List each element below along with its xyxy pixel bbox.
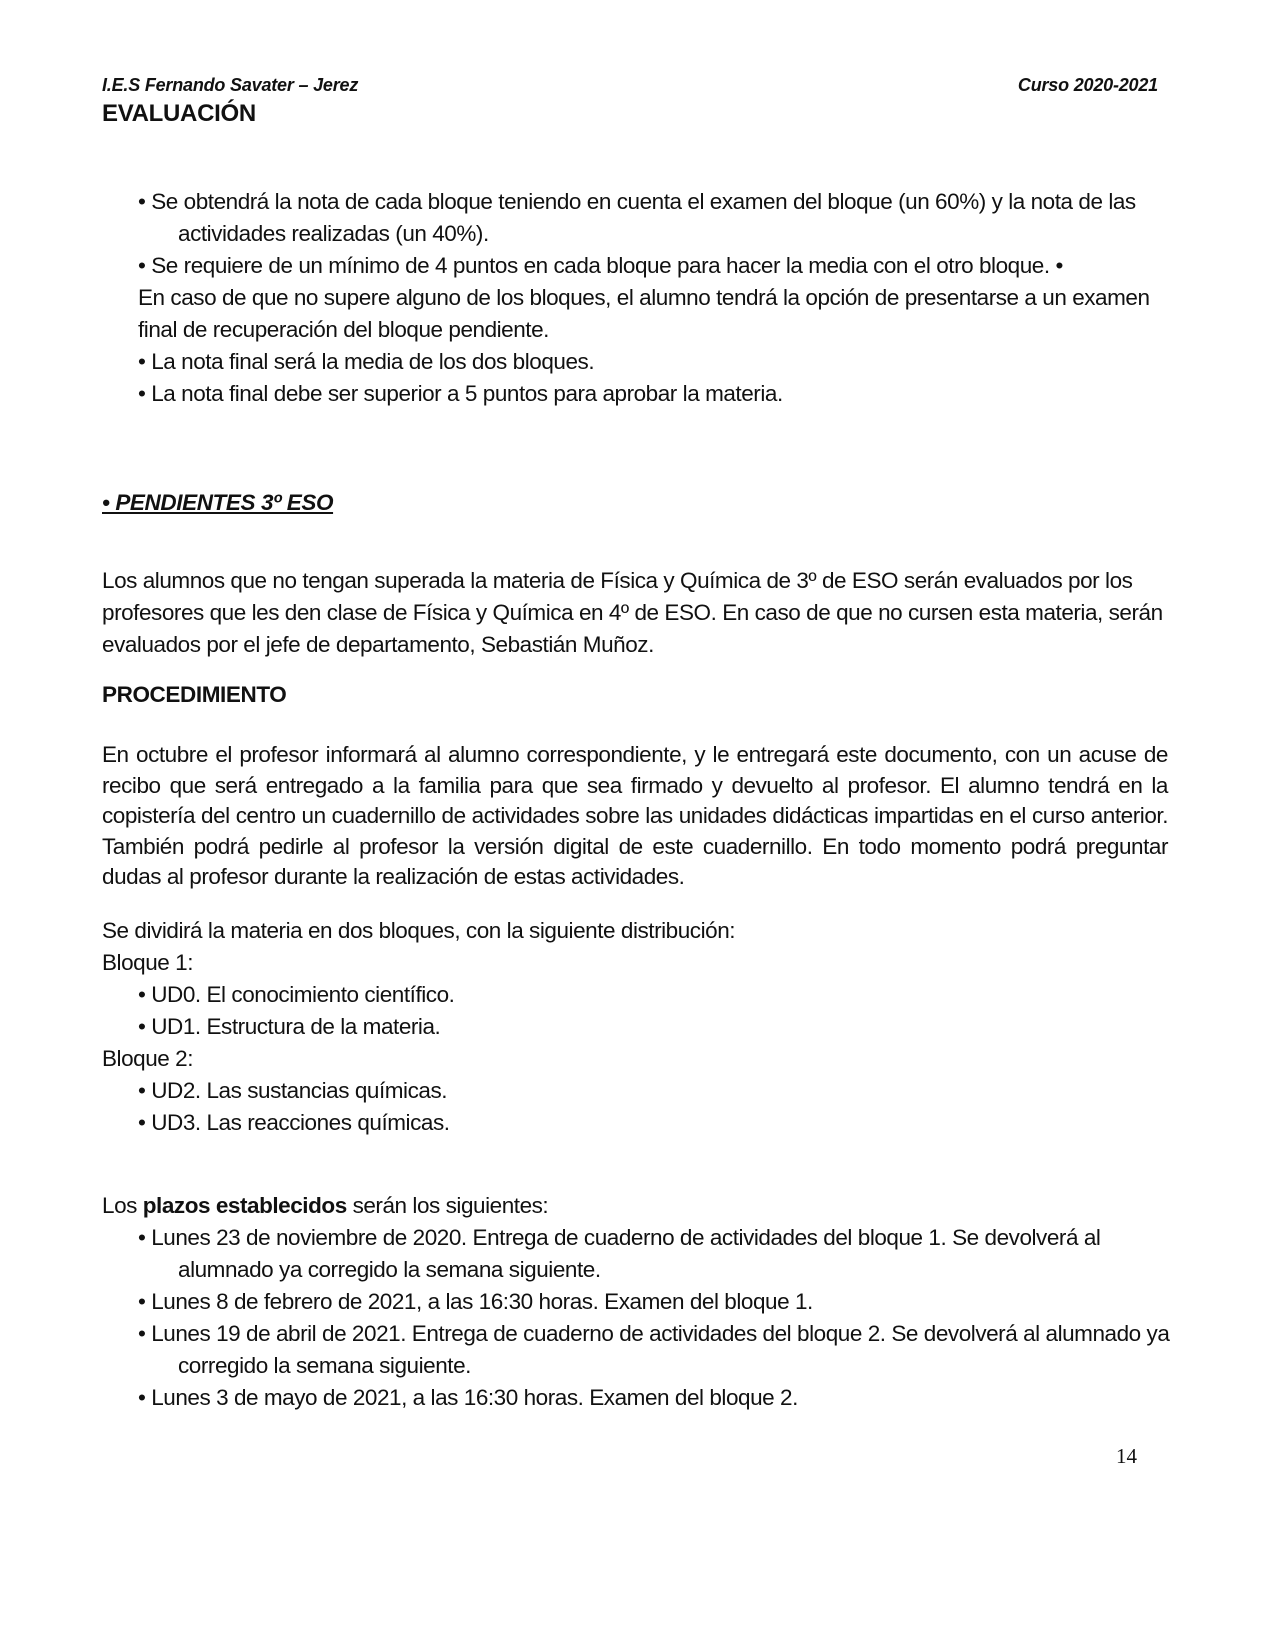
- list-item: • Lunes 19 de abril de 2021. Entrega de cuaderno de actividades del bloque 2. Se devolverá al alumnado ya corregido la semana siguiente.: [138, 1321, 1170, 1378]
- list-item: • La nota final debe ser superior a 5 puntos para aprobar la materia.: [138, 381, 783, 406]
- list-item: • Se requiere de un mínimo de 4 puntos en cada bloque para hacer la media con el otro bloque. •: [138, 253, 1063, 278]
- list-item: • La nota final será la media de los dos bloques.: [138, 349, 595, 374]
- bloque1-label: Bloque 1:: [102, 950, 194, 975]
- plazos-bold: plazos establecidos: [142, 1193, 347, 1218]
- evaluacion-list: [138, 186, 1178, 410]
- plazos-prefix: Los: [102, 1193, 143, 1218]
- section-title: EVALUACIÓN: [102, 100, 256, 127]
- pendientes-paragraph: Los alumnos que no tengan superada la materia de Física y Química de 3º de ESO serán evaluados por los profesores que les den clase de Física y Química en 4º de ESO. En caso de que no cursen esta materia, serán evaluados por el jefe de departamento, Sebastián Muñoz.: [102, 568, 1163, 657]
- header-school: I.E.S Fernando Savater – Jerez: [102, 75, 359, 95]
- list-item: • UD2. Las sustancias químicas.: [138, 1078, 448, 1103]
- list-item: • Se obtendrá la nota de cada bloque teniendo en cuenta el examen del bloque (un 60%) y la nota de las actividades realizadas (un 40%).: [138, 189, 1136, 246]
- list-item: • Lunes 3 de mayo de 2021, a las 16:30 horas. Examen del bloque 2.: [138, 1385, 798, 1410]
- pendientes-heading: • PENDIENTES 3º ESO: [102, 490, 334, 515]
- list-item: En caso de que no supere alguno de los bloques, el alumno tendrá la opción de presentarse a un examen final de recuperación del bloque pendiente.: [138, 285, 1150, 342]
- plazos-intro: [102, 1190, 1172, 1222]
- plazos-suffix: serán los siguientes:: [346, 1193, 549, 1218]
- procedimiento-heading: PROCEDIMIENTO: [102, 682, 287, 707]
- header-course: Curso 2020-2021: [1017, 75, 1158, 95]
- list-item: • Lunes 8 de febrero de 2021, a las 16:30 horas. Examen del bloque 1.: [138, 1289, 813, 1314]
- page-number: 14: [1116, 1444, 1137, 1468]
- plazos-section: [102, 1190, 1172, 1414]
- list-item: • UD1. Estructura de la materia.: [138, 1014, 441, 1039]
- list-item: • Lunes 23 de noviembre de 2020. Entrega de cuaderno de actividades del bloque 1. Se devolverá al alumnado ya corregido la semana siguiente.: [138, 1225, 1101, 1282]
- list-item: • UD0. El conocimiento científico.: [138, 982, 455, 1007]
- procedimiento-paragraph: En octubre el profesor informará al alumno correspondiente, y le entregará este documento, con un acuse de recibo que será entregado a la familia para que sea firmado y devuelto al profesor. El alumno tendrá en la copistería del centro un cuadernillo de actividades sobre las unidades didácticas impartidas en el curso anterior. También podrá pedirle al profesor la versión digital de este cuadernillo. En todo momento podrá preguntar dudas al profesor durante la realización de estas actividades.: [102, 742, 1168, 889]
- bloque2-label: Bloque 2:: [102, 1046, 194, 1071]
- distribucion-section: [102, 915, 1168, 1139]
- list-item: • UD3. Las reacciones químicas.: [138, 1110, 450, 1135]
- distribucion-intro: Se dividirá la materia en dos bloques, con la siguiente distribución:: [102, 918, 736, 943]
